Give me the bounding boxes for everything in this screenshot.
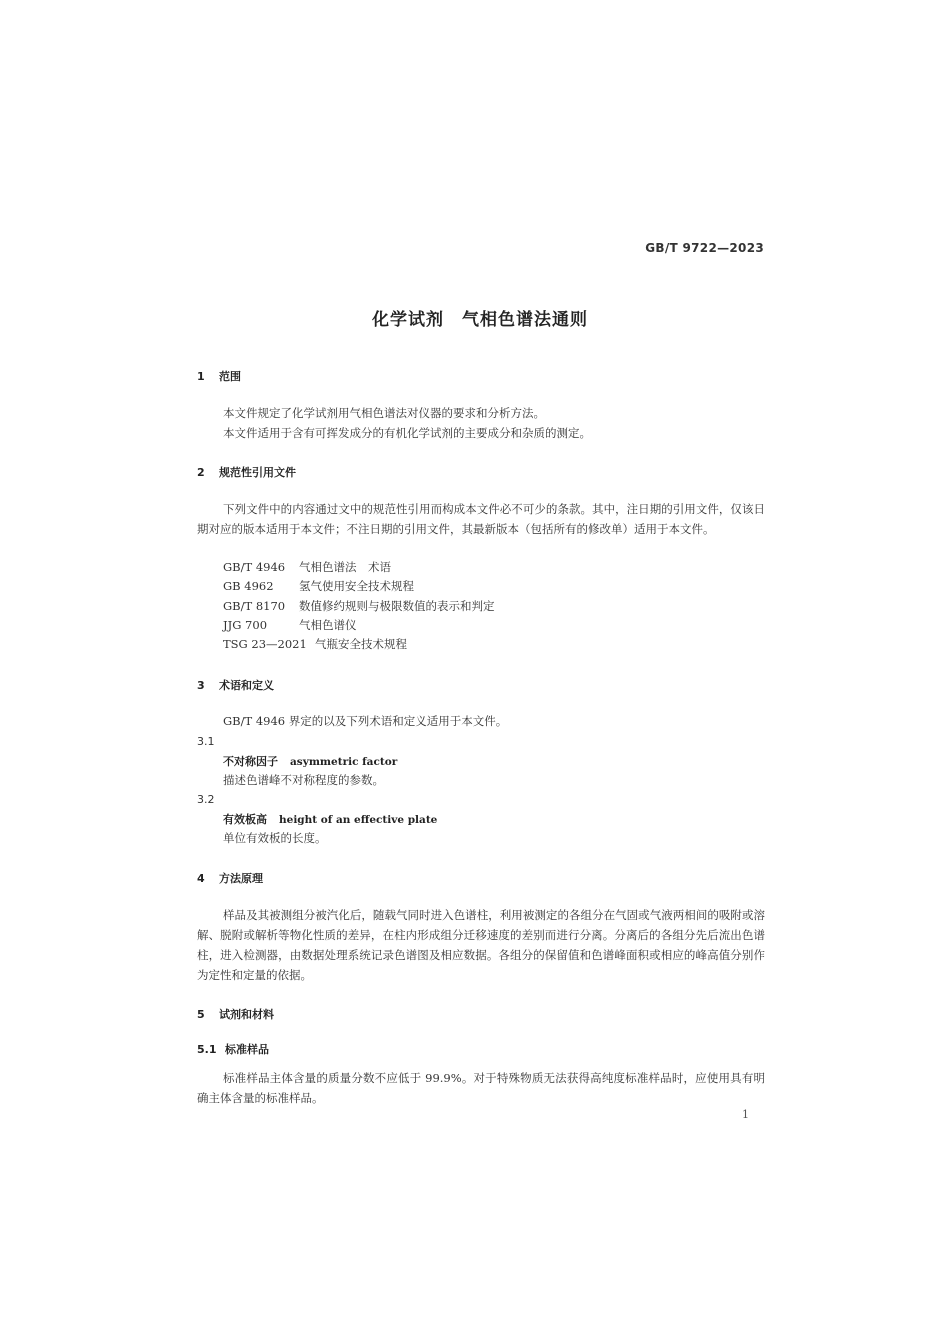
section-1-heading bbox=[197, 368, 241, 384]
reference-code: GB/T 8170 bbox=[223, 599, 286, 613]
reference-item bbox=[223, 634, 407, 654]
document-title: 化学试剂 气相色谱法通则 bbox=[372, 310, 588, 330]
reference-name: 氢气使用安全技术规程 bbox=[299, 579, 414, 593]
subsection-title: 标准样品 bbox=[225, 1043, 269, 1056]
section-number: 2 bbox=[197, 466, 205, 479]
term-zh: 不对称因子 bbox=[223, 755, 278, 768]
term-entry bbox=[223, 753, 397, 769]
reference-name: 气相色谱法 术语 bbox=[299, 560, 391, 574]
reference-item bbox=[223, 596, 495, 616]
paragraph: 下列文件中的内容通过文中的规范性引用而构成本文件必不可少的条款。其中，注日期的引用文件，仅该日期对应的版本适用于本文件；不注日期的引用文件，其最新版本（包括所有的修改单）适用于本文件。 bbox=[197, 502, 765, 536]
reference-name: 气瓶安全技术规程 bbox=[315, 637, 407, 651]
reference-name: 气相色谱仪 bbox=[299, 618, 357, 632]
subsection-number: 5.1 bbox=[197, 1043, 217, 1056]
section-4-heading bbox=[197, 870, 263, 886]
term-definition: 单位有效板的长度。 bbox=[223, 831, 327, 845]
section-3-intro: GB/T 4946 界定的以及下列术语和定义适用于本文件。 bbox=[223, 714, 508, 728]
reference-item bbox=[223, 557, 391, 577]
standard-code: GB/T 9722—2023 bbox=[645, 241, 764, 255]
section-title: 试剂和材料 bbox=[219, 1008, 274, 1021]
section-title: 术语和定义 bbox=[219, 679, 274, 692]
section-2-heading bbox=[197, 464, 296, 480]
term-en: asymmetric factor bbox=[290, 756, 398, 768]
reference-name: 数值修约规则与极限数值的表示和判定 bbox=[299, 599, 495, 613]
reference-code: GB 4962 bbox=[223, 579, 274, 593]
section-3-heading bbox=[197, 677, 274, 693]
subsection-5-1-heading bbox=[197, 1041, 269, 1057]
term-en: height of an effective plate bbox=[279, 814, 438, 826]
page-number: 1 bbox=[742, 1108, 749, 1121]
reference-code: JJG 700 bbox=[223, 618, 268, 632]
subsection-5-1-body bbox=[197, 1068, 765, 1108]
paragraph: 标准样品主体含量的质量分数不应低于 99.9%。对于特殊物质无法获得高纯度标准样品时，应使用具有明确主体含量的标准样品。 bbox=[197, 1071, 765, 1105]
term-number: 3.1 bbox=[197, 735, 215, 748]
reference-code: GB/T 4946 bbox=[223, 560, 286, 574]
section-4-body bbox=[197, 905, 765, 985]
reference-code: TSG 23—2021 bbox=[223, 637, 307, 651]
section-number: 4 bbox=[197, 872, 205, 885]
section-title: 方法原理 bbox=[219, 872, 263, 885]
paragraph: 本文件适用于含有可挥发成分的有机化学试剂的主要成分和杂质的测定。 bbox=[223, 426, 591, 440]
paragraph: 本文件规定了化学试剂用气相色谱法对仪器的要求和分析方法。 bbox=[223, 406, 545, 420]
section-number: 5 bbox=[197, 1008, 205, 1021]
term-zh: 有效板高 bbox=[223, 813, 267, 826]
term-definition: 描述色谱峰不对称程度的参数。 bbox=[223, 773, 384, 787]
section-title: 范围 bbox=[219, 370, 241, 383]
section-2-intro bbox=[197, 499, 765, 539]
section-5-heading bbox=[197, 1006, 274, 1022]
section-1-body bbox=[197, 403, 765, 443]
reference-item bbox=[223, 615, 357, 635]
section-number: 1 bbox=[197, 370, 205, 383]
term-entry bbox=[223, 811, 437, 827]
section-title: 规范性引用文件 bbox=[219, 466, 296, 479]
section-number: 3 bbox=[197, 679, 205, 692]
reference-item bbox=[223, 576, 414, 596]
term-number: 3.2 bbox=[197, 793, 215, 806]
paragraph: 样品及其被测组分被汽化后，随载气同时进入色谱柱，利用被测定的各组分在气固或气液两相间的吸附或溶解、脱附或解析等物化性质的差异，在柱内形成组分迁移速度的差别而进行分离。分离后的各组分先后流出色谱柱，进入检测器，由数据处理系统记录色谱图及相应数据。各组分的保留值和色谱峰面积或相应的峰高值分别作为定性和定量的依据。 bbox=[197, 908, 765, 982]
